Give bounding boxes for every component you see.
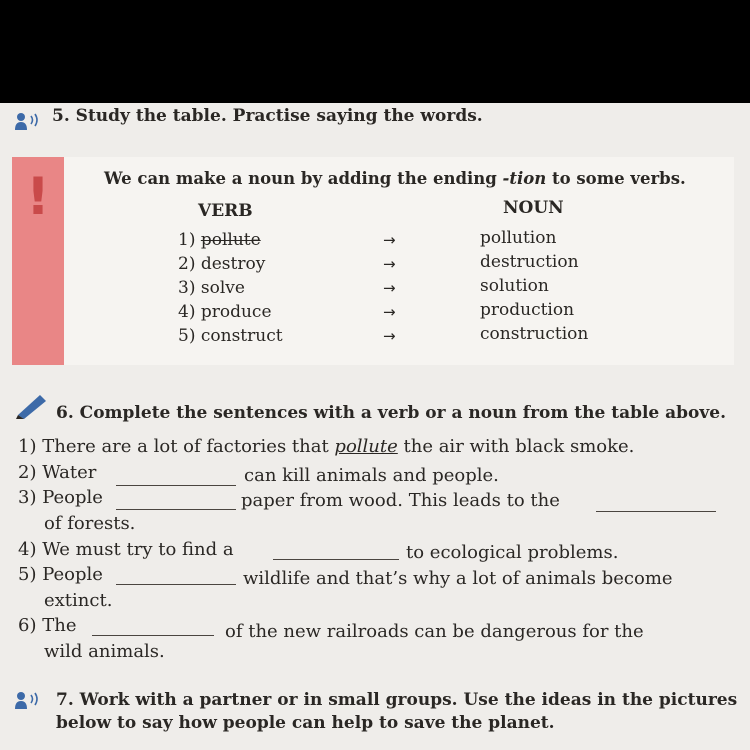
sentence-number: 4) <box>18 539 37 560</box>
answer-blank[interactable] <box>92 635 214 636</box>
noun-word: pollution <box>480 228 557 248</box>
answer-blank[interactable] <box>116 509 236 510</box>
arrow-icon: → <box>383 255 396 273</box>
verb-column-header: VERB <box>198 201 253 221</box>
sentence-4-end: to ecological problems. <box>406 542 619 563</box>
sentence-6-start <box>18 615 76 636</box>
sentence-3-middle: paper from wood. This leads to the <box>241 490 560 511</box>
noun-word: solution <box>480 276 549 296</box>
verb-word: produce <box>200 302 272 322</box>
exercise-6-title: Complete the sentences with a verb or a noun from the table above. <box>79 403 727 423</box>
exercise-5-number: 5. <box>52 106 70 126</box>
verb-word: destroy <box>200 254 266 274</box>
noun-word: production <box>480 300 575 320</box>
sentence-3-start <box>18 487 103 508</box>
alert-bar <box>12 157 64 365</box>
sentence-text: People <box>42 564 103 585</box>
arrow-icon: → <box>383 327 396 345</box>
sentence-text: The <box>42 615 77 636</box>
answer-blank[interactable] <box>116 584 236 585</box>
example-answer: pollute <box>334 436 398 457</box>
sentence-number: 1) <box>18 436 37 457</box>
verb-word: solve <box>200 278 245 298</box>
exercise-5-heading <box>52 106 483 126</box>
table-row-verb <box>178 230 261 250</box>
sentence-number: 3) <box>18 487 37 508</box>
sentence-1 <box>18 436 634 457</box>
sentence-6-end: wild animals. <box>44 641 165 662</box>
exercise-6-heading <box>56 403 726 423</box>
verb-word: pollute <box>200 230 261 250</box>
row-number: 3) <box>178 278 196 298</box>
sentence-5-start <box>18 564 103 585</box>
sentence-5-end: extinct. <box>44 590 113 611</box>
textbook-page <box>0 103 750 750</box>
row-number: 2) <box>178 254 196 274</box>
noun-column-header: NOUN <box>503 198 564 218</box>
answer-blank[interactable] <box>273 559 399 560</box>
sentence-text: There are a lot of factories that <box>42 436 335 457</box>
sentence-2-end: can kill animals and people. <box>244 465 499 486</box>
exercise-6-number: 6. <box>56 403 74 423</box>
sentence-number: 5) <box>18 564 37 585</box>
noun-word: construction <box>480 324 589 344</box>
arrow-icon: → <box>383 303 396 321</box>
sentence-5-middle: wildlife and that’s why a lot of animals become <box>243 568 673 589</box>
table-row-verb <box>178 326 283 346</box>
rule-ending: -tion <box>502 169 547 188</box>
table-row-verb <box>178 278 245 298</box>
audio-speaker-icon[interactable] <box>14 691 44 711</box>
sentence-2-start <box>18 462 96 483</box>
sentence-number: 2) <box>18 462 37 483</box>
audio-speaker-icon[interactable] <box>14 112 44 132</box>
sentence-number: 6) <box>18 615 37 636</box>
exercise-7-number: 7. <box>56 690 74 710</box>
answer-blank[interactable] <box>116 485 236 486</box>
rule-statement <box>104 169 686 188</box>
exercise-7-heading <box>56 690 737 710</box>
rule-text-before: We can make a noun by adding the ending <box>104 169 503 188</box>
exercise-7-title-line-2: below to say how people can help to save the planet. <box>56 713 555 733</box>
exercise-7-title-line-1: Work with a partner or in small groups. Use the ideas in the pictures <box>79 690 738 710</box>
sentence-text: the air with black smoke. <box>397 436 635 457</box>
row-number: 1) <box>178 230 196 250</box>
grammar-rule-box <box>64 157 734 365</box>
row-number: 4) <box>178 302 196 322</box>
sentence-4-start <box>18 539 234 560</box>
table-row-verb <box>178 302 272 322</box>
exclamation-icon: ! <box>26 167 50 227</box>
sentence-text: Water <box>42 462 97 483</box>
arrow-icon: → <box>383 279 396 297</box>
pencil-icon <box>14 393 48 419</box>
sentence-3-end: of forests. <box>44 513 136 534</box>
sentence-text: We must try to find a <box>42 539 234 560</box>
exercise-5-title: Study the table. Practise saying the words. <box>75 106 483 126</box>
sentence-6-middle: of the new railroads can be dangerous for the <box>225 621 644 642</box>
sentence-text: People <box>42 487 103 508</box>
verb-word: construct <box>200 326 283 346</box>
rule-text-after: to some verbs. <box>546 169 686 188</box>
table-row-verb <box>178 254 265 274</box>
row-number: 5) <box>178 326 196 346</box>
noun-word: destruction <box>480 252 579 272</box>
answer-blank[interactable] <box>596 511 716 512</box>
arrow-icon: → <box>383 231 396 249</box>
